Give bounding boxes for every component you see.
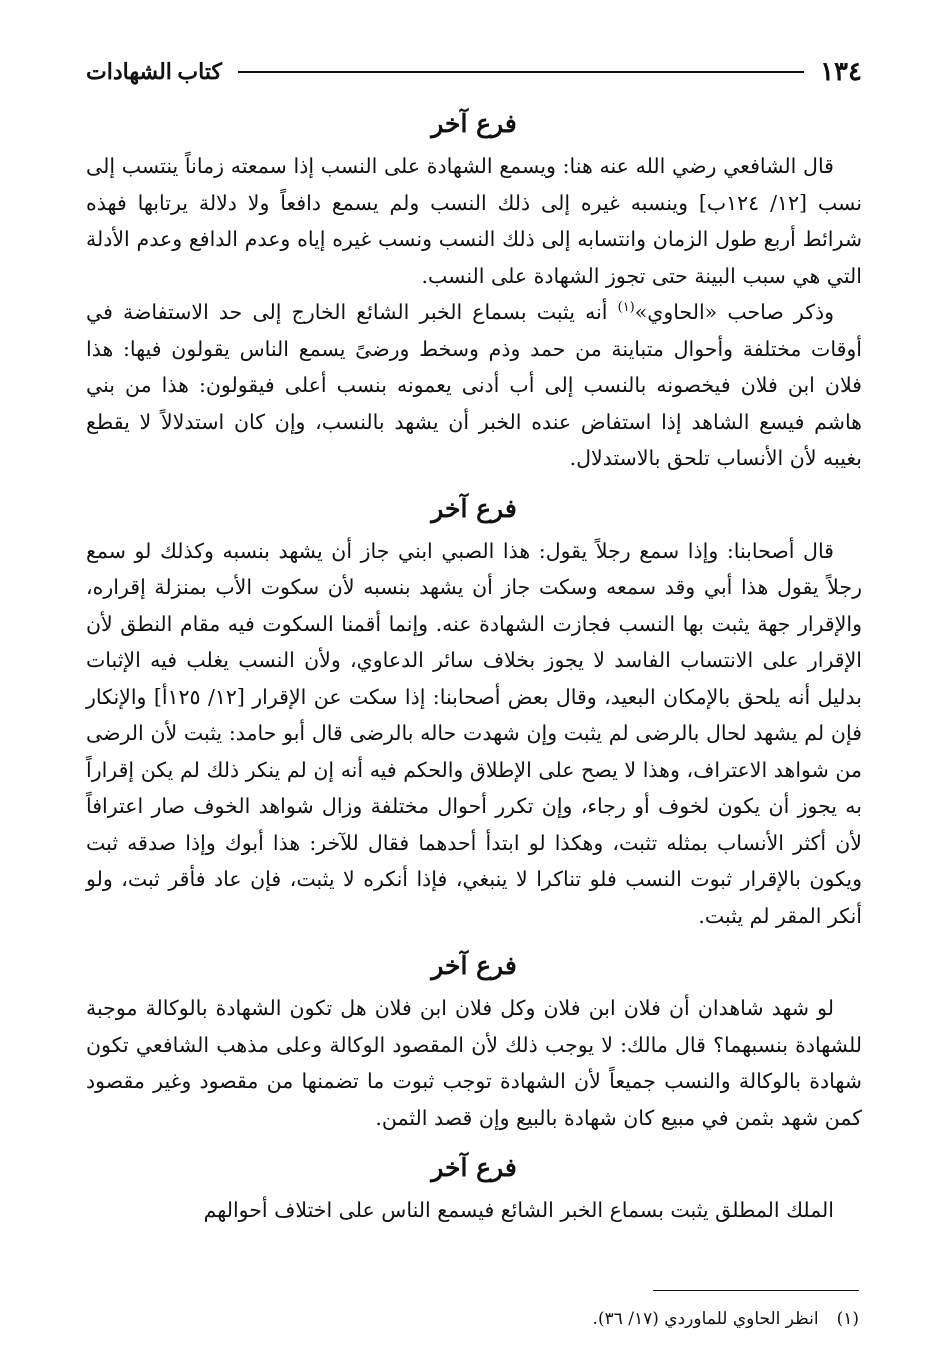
paragraph: قال أصحابنا: وإذا سمع رجلاً يقول: هذا الصبي ابني جاز أن يشهد بنسبه وكذلك لو سمع رجلاً يقول هذا أبي وقد سمعه وسكت جاز أن يشهد بنسبه لأن سكوت الأب بمنزلة إقراره، والإقرار جهة يثبت بها النسب فجازت الشهادة عنه. وإنما أقمنا السكوت فيه مقام النطق لأن الإقرار على الانتساب الفاسد لا يجوز بخلاف سائر الدعاوي، ولأن النسب يغلب فيه الإثبات بدليل أنه يلحق بالإمكان البعيد، وقال بعض أصحابنا: إذا سكت عن الإقرار [١٢/ ١٢٥أ] والإنكار فإن لم يشهد لحال بالرضى لم يثبت وإن شهدت حاله بالرضى قال أبو حامد: يثبت لأن الرضى من شواهد الاعتراف، وهذا لا يصح على الإطلاق والحكم فيه أنه إن لم ينكر ذلك لم يكن إقراراً به يجوز أن يكون لخوف أو رجاء، وإن تكرر أحوال مختلفة وزال شواهد الخوف صار اعترافاً لأن أكثر الأنساب بمثله تثبت، وهكذا لو ابتدأ أحدهما فقال للآخر: هذا أبوك وإذا صدقه ثبت ويكون بالإقرار ثبوت النسب فلو تناكرا لا ينبغي، فإذا أنكره لا يثبت، فإن عاد فأقر ثبت، ولو أنكر المقر لم يثبت. (86, 538, 862, 928)
header-rule (238, 71, 804, 73)
page-number: ١٣٤ (820, 57, 862, 86)
paragraph (86, 294, 862, 477)
footnote (99, 1305, 859, 1333)
paragraph-text-before-ref: وذكر صاحب «الحاوي» (634, 300, 835, 324)
footnote-rule (653, 1290, 859, 1291)
book-title: كتاب الشهادات (86, 59, 222, 84)
paragraph: قال الشافعي رضي الله عنه هنا: ويسمع الشهادة على النسب إذا سمعته زماناً ينتسب إلى نسب [١٢/ ١٢٤ب] وينسبه غيره إلى ذلك النسب ولم يسمع دافعاً ولا دلالة يرتابها فهذه شرائط أربع طول الزمان وانتسابه إلى ذلك النسب ونسب غيره إياه وعدم الدافع وعدم الأدلة التي هي سبب البينة حتى تجوز الشهادة على النسب. (86, 154, 862, 288)
paragraph: لو شهد شاهدان أن فلان ابن فلان وكل فلان ابن فلان هل تكون الشهادة بالوكالة موجبة للشهادة بنسبهما؟ قال مالك: لا يوجب ذلك لأن المقصود الوكالة وعلى مذهب الشافعي تكون شهادة بالوكالة والنسب جميعاً لأن الشهادة توجب ثبوت ما تضمنها من مقصود وغير مقصود كمن شهد بثمن في مبيع كان شهادة بالبيع وإن قصد الثمن. (86, 996, 862, 1130)
section-3 (86, 950, 862, 1136)
footnote-text: انظر الحاوي للماوردي (١٧/ ٣٦). (592, 1309, 819, 1329)
section-heading: فرع آخر (431, 951, 517, 980)
book-page (86, 52, 862, 1229)
running-header (86, 52, 862, 92)
section-heading: فرع آخر (431, 1153, 517, 1182)
footnote-number: (١) (836, 1309, 859, 1329)
section-heading: فرع آخر (431, 109, 517, 138)
section-4 (86, 1152, 862, 1229)
footnote-reference[interactable]: (١) (617, 300, 635, 316)
section-heading: فرع آخر (431, 493, 517, 523)
paragraph-text-after-ref: أنه يثبت بسماع الخبر الشائع الخارج إلى حد الاستفاضة في أوقات مختلفة وأحوال متباينة من حمد وذم وسخط ورضىً يسمع الناس يقولون فيها: هذا فلان ابن فلان فيخصونه بالنسب إلى أب أدنى يعمونه بنسب أعلى فيقولون: هذا من بني هاشم فيسع الشاهد إذا استفاض عنده الخبر أن يشهد بالنسب، وإن كان استدلالاً لا يقطع بغيبه لأن الأنساب تلحق بالاستدلال. (86, 300, 862, 470)
paragraph: الملك المطلق يثبت بسماع الخبر الشائع فيسمع الناس على اختلاف أحوالهم (203, 1198, 834, 1222)
section-2 (86, 493, 862, 935)
section-1 (86, 108, 862, 477)
